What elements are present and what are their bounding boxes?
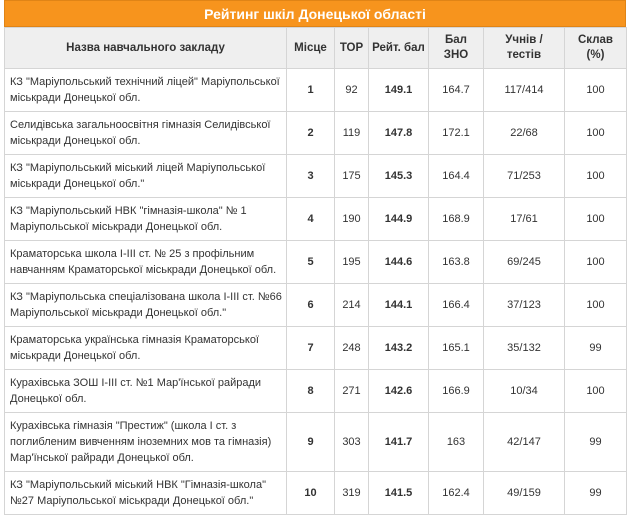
cell-students: 17/61 bbox=[484, 198, 565, 241]
cell-score: 144.6 bbox=[369, 241, 429, 284]
cell-score: 149.1 bbox=[369, 69, 429, 112]
cell-school-name: КЗ "Маріупольський НВК "гімназія-школа" № 1 Маріупольської міськради Донецької обл. bbox=[5, 198, 287, 241]
cell-students: 35/132 bbox=[484, 327, 565, 370]
cell-score: 141.5 bbox=[369, 472, 429, 515]
cell-score: 144.1 bbox=[369, 284, 429, 327]
cell-place: 1 bbox=[287, 69, 335, 112]
header-top: ТОР bbox=[335, 28, 369, 69]
cell-students: 49/159 bbox=[484, 472, 565, 515]
cell-score: 143.2 bbox=[369, 327, 429, 370]
cell-school-name: Краматорська школа І-ІІІ ст. № 25 з профільним навчанням Краматорської міськради Донецької обл. bbox=[5, 241, 287, 284]
cell-school-name: КЗ "Маріупольський міський ліцей Маріупольської міськради Донецької обл." bbox=[5, 155, 287, 198]
cell-top: 119 bbox=[335, 112, 369, 155]
cell-score: 145.3 bbox=[369, 155, 429, 198]
cell-students: 69/245 bbox=[484, 241, 565, 284]
cell-school-name: Краматорська українська гімназія Краматорської міськради Донецької обл. bbox=[5, 327, 287, 370]
table-row bbox=[5, 472, 627, 515]
cell-place: 7 bbox=[287, 327, 335, 370]
cell-zno: 164.4 bbox=[429, 155, 484, 198]
table-row bbox=[5, 370, 627, 413]
table-row bbox=[5, 155, 627, 198]
cell-students: 37/123 bbox=[484, 284, 565, 327]
table-header-row bbox=[5, 28, 627, 69]
cell-top: 195 bbox=[335, 241, 369, 284]
cell-school-name: КЗ "Маріупольський міський НВК "Гімназія-школа" №27 Маріупольської міськради Донецької обл." bbox=[5, 472, 287, 515]
cell-place: 5 bbox=[287, 241, 335, 284]
cell-school-name: КЗ "Маріупольська спеціалізована школа І-ІІІ ст. №66 Маріупольської міськради Донецької обл." bbox=[5, 284, 287, 327]
cell-school-name: Курахівська ЗОШ І-ІІІ ст. №1 Мар'їнської райради Донецької обл. bbox=[5, 370, 287, 413]
cell-zno: 172.1 bbox=[429, 112, 484, 155]
cell-pass: 100 bbox=[565, 155, 627, 198]
cell-place: 10 bbox=[287, 472, 335, 515]
cell-pass: 100 bbox=[565, 198, 627, 241]
header-pass: Склав (%) bbox=[565, 28, 627, 69]
table-row bbox=[5, 413, 627, 472]
cell-pass: 100 bbox=[565, 284, 627, 327]
cell-students: 42/147 bbox=[484, 413, 565, 472]
table-row bbox=[5, 327, 627, 370]
cell-place: 8 bbox=[287, 370, 335, 413]
cell-top: 175 bbox=[335, 155, 369, 198]
cell-score: 144.9 bbox=[369, 198, 429, 241]
cell-school-name: Курахівська гімназія "Престиж" (школа І ст. з поглибленим вивченням іноземних мов та гімназія) Мар'їнської райради Донецької обл. bbox=[5, 413, 287, 472]
cell-place: 9 bbox=[287, 413, 335, 472]
cell-zno: 163 bbox=[429, 413, 484, 472]
cell-zno: 165.1 bbox=[429, 327, 484, 370]
cell-score: 142.6 bbox=[369, 370, 429, 413]
cell-top: 248 bbox=[335, 327, 369, 370]
cell-zno: 166.9 bbox=[429, 370, 484, 413]
header-name: Назва навчального закладу bbox=[5, 28, 287, 69]
cell-zno: 164.7 bbox=[429, 69, 484, 112]
cell-students: 117/414 bbox=[484, 69, 565, 112]
cell-pass: 100 bbox=[565, 112, 627, 155]
cell-students: 10/34 bbox=[484, 370, 565, 413]
table-title: Рейтинг шкіл Донецької області bbox=[4, 0, 626, 27]
cell-pass: 100 bbox=[565, 370, 627, 413]
cell-pass: 99 bbox=[565, 327, 627, 370]
cell-place: 2 bbox=[287, 112, 335, 155]
table-row bbox=[5, 112, 627, 155]
cell-students: 22/68 bbox=[484, 112, 565, 155]
table-row bbox=[5, 284, 627, 327]
cell-top: 190 bbox=[335, 198, 369, 241]
cell-place: 3 bbox=[287, 155, 335, 198]
cell-school-name: Селидівська загальноосвітня гімназія Селидівської міськради Донецької обл. bbox=[5, 112, 287, 155]
cell-pass: 99 bbox=[565, 472, 627, 515]
cell-score: 141.7 bbox=[369, 413, 429, 472]
schools-rating-table bbox=[4, 27, 627, 515]
header-students: Учнів / тестів bbox=[484, 28, 565, 69]
cell-zno: 168.9 bbox=[429, 198, 484, 241]
cell-top: 271 bbox=[335, 370, 369, 413]
cell-score: 147.8 bbox=[369, 112, 429, 155]
cell-top: 319 bbox=[335, 472, 369, 515]
cell-pass: 99 bbox=[565, 413, 627, 472]
header-zno: Бал ЗНО bbox=[429, 28, 484, 69]
table-row bbox=[5, 198, 627, 241]
cell-pass: 100 bbox=[565, 69, 627, 112]
cell-zno: 162.4 bbox=[429, 472, 484, 515]
table-row bbox=[5, 69, 627, 112]
cell-top: 214 bbox=[335, 284, 369, 327]
cell-pass: 100 bbox=[565, 241, 627, 284]
rating-widget bbox=[4, 0, 626, 515]
cell-school-name: КЗ "Маріупольський технічний ліцей" Маріупольської міськради Донецької обл. bbox=[5, 69, 287, 112]
cell-top: 303 bbox=[335, 413, 369, 472]
cell-top: 92 bbox=[335, 69, 369, 112]
header-place: Місце bbox=[287, 28, 335, 69]
table-row bbox=[5, 241, 627, 284]
cell-students: 71/253 bbox=[484, 155, 565, 198]
cell-place: 4 bbox=[287, 198, 335, 241]
cell-place: 6 bbox=[287, 284, 335, 327]
cell-zno: 166.4 bbox=[429, 284, 484, 327]
cell-zno: 163.8 bbox=[429, 241, 484, 284]
header-score: Рейт. бал bbox=[369, 28, 429, 69]
